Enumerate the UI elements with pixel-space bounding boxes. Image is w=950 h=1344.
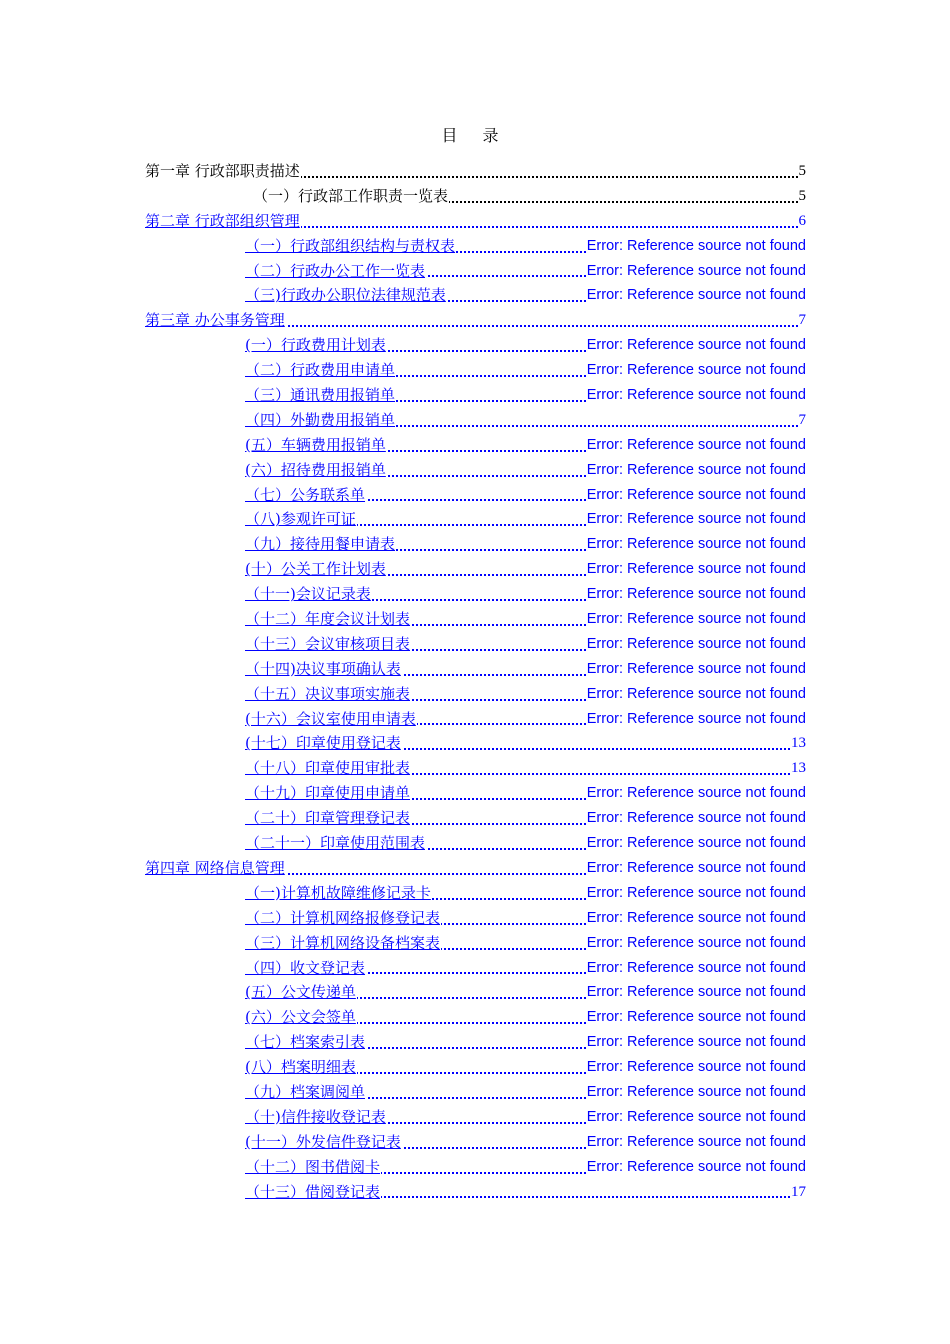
toc-page-ref: Error: Reference source not found	[586, 657, 806, 682]
toc-entry-text: (十六）会议室使用申请表	[245, 709, 416, 728]
toc-page-ref: Error: Reference source not found	[586, 1080, 806, 1105]
toc-section-entry[interactable]	[245, 607, 806, 632]
toc-page-ref: Error: Reference source not found	[586, 906, 806, 931]
toc-page-ref: 5	[798, 159, 807, 184]
toc-entry-text: (六）公文会签单	[245, 1008, 356, 1027]
toc-entry-text: (八）档案明细表	[245, 1058, 356, 1077]
toc-page-ref: Error: Reference source not found	[586, 856, 806, 881]
toc-section-entry[interactable]	[245, 507, 806, 532]
toc-page-ref: Error: Reference source not found	[586, 931, 806, 956]
toc-page-ref: Error: Reference source not found	[586, 1155, 806, 1180]
toc-section-entry[interactable]	[245, 906, 806, 931]
toc-page-ref: Error: Reference source not found	[586, 980, 806, 1005]
toc-section-entry[interactable]	[245, 532, 806, 557]
toc-entry-text: （一）行政部组织结构与责权表	[245, 236, 456, 255]
toc-page-ref: 6	[798, 209, 807, 234]
toc-section-entry[interactable]	[245, 682, 806, 707]
toc-entry-text: （十三）会议审核项目表	[245, 634, 411, 653]
toc-entry-text: （七）档案索引表	[245, 1033, 366, 1052]
toc-section-entry[interactable]	[245, 956, 806, 981]
toc-page-ref: 7	[798, 408, 807, 433]
toc-entry-text: （二）行政办公工作一览表	[245, 261, 426, 280]
toc-entry-text: （九）接待用餐申请表	[245, 535, 396, 554]
toc-entry-text: (十）公关工作计划表	[245, 560, 386, 579]
toc-section-entry[interactable]	[245, 781, 806, 806]
toc-section-entry[interactable]	[245, 1105, 806, 1130]
toc-entry-text: （十二）年度会议计划表	[245, 610, 411, 629]
toc-page-ref: Error: Reference source not found	[586, 1005, 806, 1030]
toc-entry-text: 第二章 行政部组织管理	[145, 211, 300, 230]
toc-page-ref: Error: Reference source not found	[586, 259, 806, 284]
toc-section-entry[interactable]	[245, 731, 806, 756]
toc-section-entry[interactable]	[245, 1180, 806, 1205]
toc-page-ref: Error: Reference source not found	[586, 433, 806, 458]
toc-entry-text: （三）计算机网络设备档案表	[245, 933, 441, 952]
toc-page-ref: Error: Reference source not found	[586, 582, 806, 607]
toc-chapter-entry[interactable]	[145, 308, 806, 333]
toc-entry-text: （十八）印章使用审批表	[245, 759, 411, 778]
toc-entry-text: （二十一）印章使用范围表	[245, 834, 426, 853]
toc-section-entry[interactable]	[245, 806, 806, 831]
toc-entry-text: （十一)会议记录表	[245, 585, 371, 604]
toc-page-ref: Error: Reference source not found	[586, 632, 806, 657]
toc-entry-text: （四）收文登记表	[245, 958, 366, 977]
toc-page-ref: Error: Reference source not found	[586, 831, 806, 856]
toc-entry-text: （九）档案调阅单	[245, 1082, 366, 1101]
toc-section-entry[interactable]	[245, 433, 806, 458]
toc-entry-text: （八)参观许可证	[245, 510, 356, 529]
toc-page-ref: Error: Reference source not found	[586, 458, 806, 483]
toc-section-entry[interactable]	[245, 980, 806, 1005]
toc-entry-text: （二）计算机网络报修登记表	[245, 908, 441, 927]
toc-section-entry[interactable]	[245, 1155, 806, 1180]
toc-entry-text: 第四章 网络信息管理	[145, 858, 285, 877]
toc-page-ref: Error: Reference source not found	[586, 881, 806, 906]
toc-entry-text: (六）招待费用报销单	[245, 460, 386, 479]
toc-chapter-entry[interactable]	[145, 856, 806, 881]
toc-section-entry[interactable]	[245, 707, 806, 732]
toc-page-ref: 17	[790, 1180, 806, 1205]
toc-section-entry[interactable]	[245, 234, 806, 259]
toc-section-entry[interactable]	[245, 333, 806, 358]
toc-entry-text: （三)行政办公职位法律规范表	[245, 286, 446, 305]
toc-chapter-entry	[145, 159, 806, 184]
toc-section-entry[interactable]	[245, 756, 806, 781]
toc-section-entry[interactable]	[245, 657, 806, 682]
toc-entry-text: (五）车辆费用报销单	[245, 435, 386, 454]
toc-section-entry[interactable]	[245, 831, 806, 856]
toc-section-entry[interactable]	[245, 259, 806, 284]
toc-page-ref: Error: Reference source not found	[586, 507, 806, 532]
toc-section-entry[interactable]	[245, 632, 806, 657]
toc-section-entry[interactable]	[245, 283, 806, 308]
toc-section-entry[interactable]	[245, 383, 806, 408]
toc-entry-text: （三）通讯费用报销单	[245, 386, 396, 405]
toc-page-ref: Error: Reference source not found	[586, 234, 806, 259]
toc-section-entry[interactable]	[245, 408, 806, 433]
toc-section-entry[interactable]	[245, 458, 806, 483]
toc-page-ref: Error: Reference source not found	[586, 283, 806, 308]
toc-page-ref: Error: Reference source not found	[586, 483, 806, 508]
table-of-contents	[145, 159, 806, 1204]
toc-page-ref: 5	[798, 184, 807, 209]
toc-section-entry[interactable]	[245, 881, 806, 906]
toc-entry-text: （四）外勤费用报销单	[245, 410, 396, 429]
toc-section-entry[interactable]	[245, 1080, 806, 1105]
toc-entry-text: （十二）图书借阅卡	[245, 1157, 381, 1176]
toc-page-ref: 7	[798, 308, 807, 333]
toc-page-ref: Error: Reference source not found	[586, 557, 806, 582]
toc-entry-text: （二十）印章管理登记表	[245, 809, 411, 828]
toc-page-ref: Error: Reference source not found	[586, 333, 806, 358]
toc-page-ref: Error: Reference source not found	[586, 956, 806, 981]
toc-section-entry[interactable]	[245, 1005, 806, 1030]
toc-page-ref: 13	[790, 731, 806, 756]
toc-section-entry[interactable]	[245, 1055, 806, 1080]
toc-section-entry[interactable]	[245, 1130, 806, 1155]
toc-page-ref: Error: Reference source not found	[586, 1055, 806, 1080]
toc-page-ref: Error: Reference source not found	[586, 781, 806, 806]
toc-title: 目 录	[441, 126, 509, 145]
toc-section-entry[interactable]	[245, 557, 806, 582]
toc-page-ref: Error: Reference source not found	[586, 1105, 806, 1130]
toc-entry-text: （二）行政费用申请单	[245, 361, 396, 380]
toc-page-ref: Error: Reference source not found	[586, 358, 806, 383]
toc-entry-text: （七）公务联系单	[245, 485, 366, 504]
toc-entry-text: （十九）印章使用申请单	[245, 784, 411, 803]
toc-entry-text: （十三）借阅登记表	[245, 1182, 381, 1201]
toc-entry-text: （十四)决议事项确认表	[245, 659, 401, 678]
toc-entry-text: （十五）决议事项实施表	[245, 684, 411, 703]
toc-page-ref: Error: Reference source not found	[586, 682, 806, 707]
toc-page-ref: Error: Reference source not found	[586, 1030, 806, 1055]
toc-section-entry[interactable]	[245, 931, 806, 956]
toc-page-ref: Error: Reference source not found	[586, 383, 806, 408]
toc-entry-text: (五）公文传递单	[245, 983, 356, 1002]
toc-page-ref: Error: Reference source not found	[586, 806, 806, 831]
toc-entry-text: （十)信件接收登记表	[245, 1107, 386, 1126]
toc-chapter-entry[interactable]	[145, 209, 806, 234]
toc-entry-text: (十一）外发信件登记表	[245, 1132, 401, 1151]
toc-page-ref: Error: Reference source not found	[586, 532, 806, 557]
toc-section-entry[interactable]	[245, 582, 806, 607]
toc-section-entry[interactable]	[245, 1030, 806, 1055]
toc-entry-text: （一）行政部工作职责一览表	[253, 186, 449, 205]
toc-entry-text: （一)计算机故障维修记录卡	[245, 883, 431, 902]
toc-entry-text: (一）行政费用计划表	[245, 336, 386, 355]
toc-section-entry[interactable]	[245, 358, 806, 383]
toc-page-ref: 13	[790, 756, 806, 781]
toc-entry-text: 第一章 行政部职责描述	[145, 162, 300, 180]
toc-section-entry[interactable]	[245, 483, 806, 508]
toc-entry-text: 第三章 办公事务管理	[145, 311, 285, 330]
toc-section-entry	[253, 184, 806, 209]
toc-page-ref: Error: Reference source not found	[586, 707, 806, 732]
toc-entry-text: (十七）印章使用登记表	[245, 734, 401, 753]
toc-page-ref: Error: Reference source not found	[586, 1130, 806, 1155]
toc-page-ref: Error: Reference source not found	[586, 607, 806, 632]
